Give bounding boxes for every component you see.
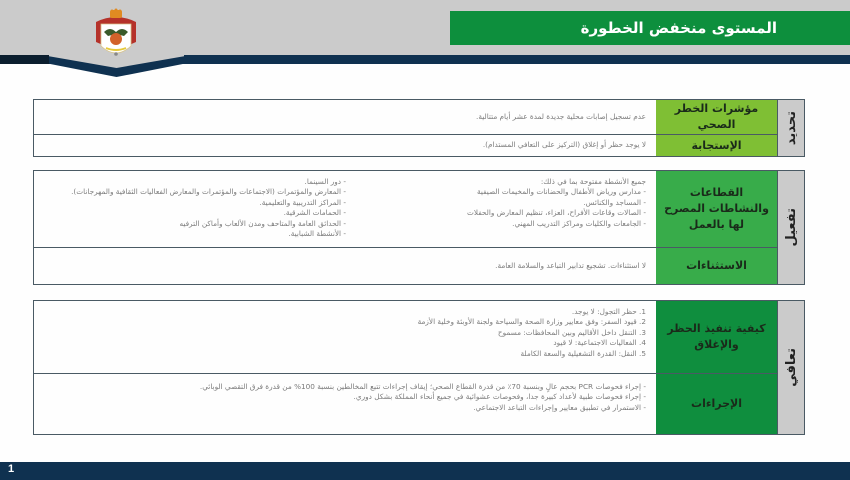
- section-activate: [33, 170, 805, 285]
- page-title-banner: [450, 11, 850, 45]
- section-label: تفعيل: [777, 171, 804, 284]
- table-row: [34, 100, 777, 135]
- implementation-list: 1. حظر التجول: لا يوجد. 2. قيود السفر: وفق معايير وزارة الصحة والسياحة ولجنة الأوبئة وخلية الأزمة 3. التنقل داخل الأقاليم وبين المحافظات: مسموح 4. الفعاليات الاجتماعية: لا قيود 5. النقل: القدرة التشغيلية والسعة الكاملة: [417, 307, 646, 358]
- row-heading: الإستجابة: [656, 135, 777, 156]
- permitted-list-right: جميع الأنشطة مفتوحة بما في ذلك: - مدارس ورياض الأطفال والحضانات والمخيمات الصيفية - المساجد والكنائس. - الصالات وقاعات الأفراح، العزاء، تنظيم المعارض والحفلات - الجامعات والكليات ومراكز التدريب المهني.: [466, 177, 646, 228]
- row-heading: القطاعات والنشاطات المصرح لها بالعمل: [656, 171, 777, 247]
- row-heading: الإجراءات: [656, 374, 777, 434]
- footer-bar: [0, 462, 850, 480]
- section-label: تعافي: [777, 301, 804, 434]
- row-heading: مؤشرات الخطر الصحي: [656, 100, 777, 134]
- permitted-list-left: - دور السينما. - المعارض والمؤتمرات (الاجتماعات والمؤتمرات والمعارض الفعاليات الثقافية والمهرجانات). - المراكز التدريبية والتعليمية. - الحمامات الشرقية. - الحدائق العامة والمتاحف ومدن الألعاب وأماكن الترفيه - الأنشطة الشبابية.: [71, 177, 346, 239]
- table-row: [34, 248, 777, 284]
- table-row: [34, 301, 777, 374]
- header-stripe-left: [0, 55, 50, 64]
- jordan-coat-of-arms-icon: [92, 8, 140, 62]
- page-number: 1: [8, 463, 15, 475]
- row-text: لا يوجد حظر أو إغلاق (التركيز على التعافي المستدام).: [482, 140, 646, 150]
- section-identify: [33, 99, 805, 157]
- row-heading: الاستثناءات: [656, 248, 777, 284]
- row-heading: كيفية تنفيذ الحظر والإغلاق: [656, 301, 777, 373]
- table-row: [34, 135, 777, 156]
- row-text: لا استثناءات. تشجيع تدابير التباعد والسلامة العامة.: [495, 260, 646, 270]
- row-text: عدم تسجيل إصابات محلية جديدة لمدة عشر أيام متتالية.: [476, 111, 646, 121]
- table-row: [34, 171, 777, 248]
- table-row: [34, 374, 777, 434]
- section-label: تحديد: [777, 100, 804, 156]
- procedures-list: - إجراء فحوصات PCR بحجم عالٍ وبنسبة 70٪ من قدرة القطاع الصحي؛ إيقاف إجراءات تتبع المخالطين بنسبة 100% من قدرة فرق التقصي الوبائي. - إجراء فحوصات طبية لأعداد كبيرة جدا، وفحوصات عشوائية في جميع أنحاء المملكة بشكل دوري. - الاستمرار في تطبيق معايير وإجراءات التباعد الاجتماعي.: [199, 382, 646, 412]
- page-title: المستوى منخفض الخطورة: [580, 19, 777, 37]
- section-recovery: [33, 300, 805, 435]
